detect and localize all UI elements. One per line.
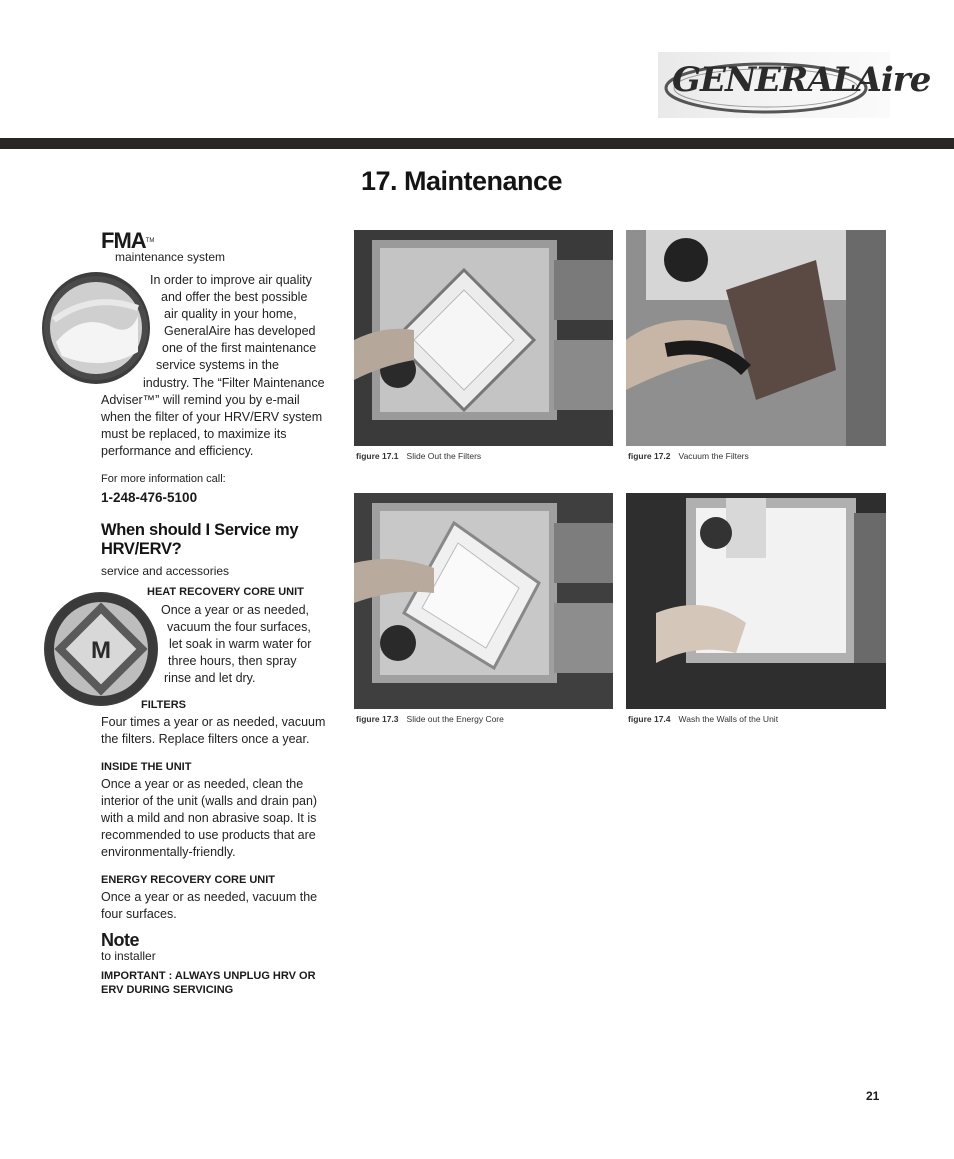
inside-unit-line: with a mild and non abrasive soap. It is <box>101 811 317 825</box>
page-number: 21 <box>866 1089 880 1103</box>
service-heading <box>101 521 341 559</box>
inside-unit-line: Once a year or as needed, clean the <box>101 777 304 791</box>
service-heading-line: HRV/ERV? <box>101 540 182 558</box>
fma-line: industry. The “Filter Maintenance <box>143 376 325 390</box>
page-title: 17. Maintenance <box>361 166 563 196</box>
fma-line: air quality in your home, <box>164 307 297 321</box>
header-bar <box>0 138 954 149</box>
figure-17-4-caption: figure 17.4 Wash the Walls of the Unit <box>628 714 779 724</box>
maintenance-m-icon <box>44 592 158 706</box>
vacuum-filter-photo-icon <box>626 230 886 446</box>
generalaire-logo <box>658 52 931 118</box>
fma-line: In order to improve air quality <box>150 273 312 287</box>
fma-line: Adviser™” will remind you by e-mail <box>101 393 300 407</box>
fma-line: performance and efficiency. <box>101 444 254 458</box>
inside-unit-line: environmentally-friendly. <box>101 845 236 859</box>
logo-text: GENERALAire <box>672 60 931 100</box>
heat-recovery-line: Once a year or as needed, <box>161 603 310 617</box>
fma-line: and offer the best possible <box>161 290 308 304</box>
heat-recovery-line: three hours, then spray <box>168 654 297 668</box>
energy-recovery-line: four surfaces. <box>101 907 177 921</box>
filter-badge-image <box>42 272 150 384</box>
heat-recovery-label: HEAT RECOVERY CORE UNIT <box>147 586 304 598</box>
figure-17-2-caption: figure 17.2 Vacuum the Filters <box>628 451 749 461</box>
phone-number: 1-248-476-5100 <box>101 490 198 505</box>
filter-icon <box>42 272 150 384</box>
more-info-label: For more information call: <box>101 473 226 485</box>
note-subtitle: to installer <box>101 949 156 963</box>
service-subtitle: service and accessories <box>101 564 230 578</box>
fma-line: one of the first maintenance <box>162 341 317 355</box>
energy-recovery-label: ENERGY RECOVERY CORE UNIT <box>101 874 275 886</box>
figure-17-3-caption: figure 17.3 Slide out the Energy Core <box>356 714 504 724</box>
fma-line: when the filter of your HRV/ERV system <box>101 410 323 424</box>
maintenance-badge-image <box>44 592 158 706</box>
filters-line: the filters. Replace filters once a year. <box>101 732 310 746</box>
fma-subtitle: maintenance system <box>115 250 226 264</box>
fma-heading: FMA™ <box>101 228 155 253</box>
figure-17-1-caption: figure 17.1 Slide Out the Filters <box>356 451 482 461</box>
badge-letter: M <box>91 637 111 664</box>
inside-unit-label: INSIDE THE UNIT <box>101 761 192 773</box>
hrv-unit-photo-icon <box>354 230 613 446</box>
important-line: IMPORTANT : ALWAYS UNPLUG HRV OR <box>101 970 316 982</box>
figure-17-4-photo <box>626 493 886 709</box>
inside-unit-line: recommended to use products that are <box>101 828 316 842</box>
service-heading-line: When should I Service my <box>101 521 299 539</box>
heat-recovery-line: vacuum the four surfaces, <box>167 620 311 634</box>
fma-line: GeneralAire has developed <box>164 324 316 338</box>
wash-walls-photo-icon <box>626 493 886 709</box>
trademark-mark: TM <box>145 238 155 244</box>
figure-17-2-photo <box>626 230 886 446</box>
heat-recovery-line: rinse and let dry. <box>164 671 256 685</box>
important-line: ERV DURING SERVICING <box>101 984 234 996</box>
figure-17-1-photo <box>354 230 613 446</box>
filters-label: FILTERS <box>141 699 187 711</box>
energy-recovery-line: Once a year or as needed, vacuum the <box>101 890 318 904</box>
note-heading: Note <box>101 930 139 950</box>
heat-recovery-line: let soak in warm water for <box>169 637 312 651</box>
filters-line: Four times a year or as needed, vacuum <box>101 715 326 729</box>
fma-line: must be replaced, to maximize its <box>101 427 287 441</box>
figure-17-3-photo <box>354 493 613 709</box>
fma-line: service systems in the <box>156 358 279 372</box>
inside-unit-line: interior of the unit (walls and drain pan) <box>101 794 318 808</box>
energy-core-photo-icon <box>354 493 613 709</box>
